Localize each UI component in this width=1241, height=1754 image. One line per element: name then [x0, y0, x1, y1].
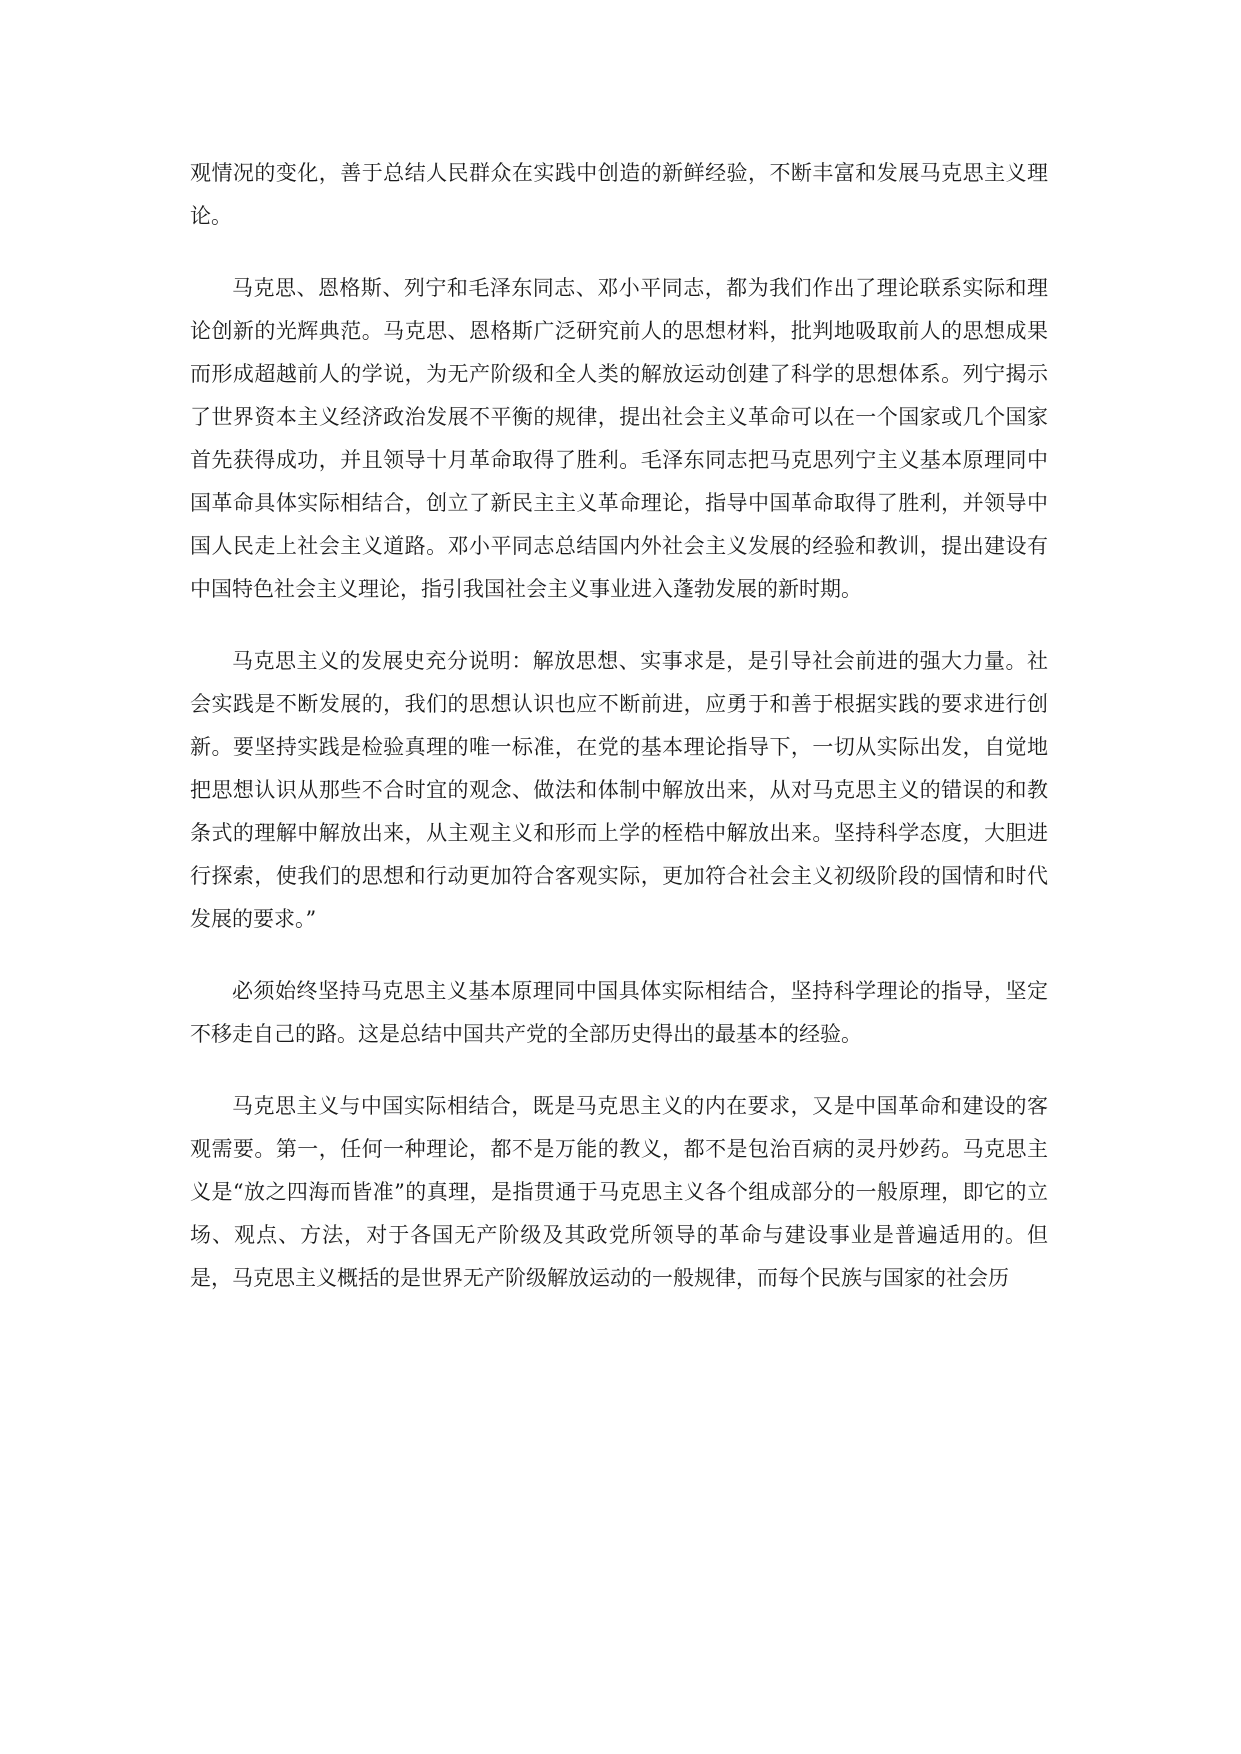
- paragraph: 马克思、恩格斯、列宁和毛泽东同志、邓小平同志，都为我们作出了理论联系实际和理论创新的光辉典范。马克思、恩格斯广泛研究前人的思想材料，批判地吸取前人的思想成果而形成超越前人的学说，为无产阶级和全人类的解放运动创建了科学的思想体系。列宁揭示了世界资本主义经济政治发展不平衡的规律，提出社会主义革命可以在一个国家或几个国家首先获得成功，并且领导十月革命取得了胜利。毛泽东同志把马克思列宁主义基本原理同中国革命具体实际相结合，创立了新民主主义革命理论，指导中国革命取得了胜利，并领导中国人民走上社会主义道路。邓小平同志总结国内外社会主义发展的经验和教训，提出建设有中国特色社会主义理论，指引我国社会主义事业进入蓬勃发展的新时期。: [190, 276, 1048, 601]
- paragraph: 马克思主义的发展史充分说明：解放思想、实事求是，是引导社会前进的强大力量。社会实践是不断发展的，我们的思想认识也应不断前进，应勇于和善于根据实践的要求进行创新。要坚持实践是检验真理的唯一标准，在党的基本理论指导下，一切从实际出发，自觉地把思想认识从那些不合时宜的观念、做法和体制中解放出来，从对马克思主义的错误的和教条式的理解中解放出来，从主观主义和形而上学的桎梏中解放出来。坚持科学态度，大胆进行探索，使我们的思想和行动更加符合客观实际，更加符合社会主义初级阶段的国情和时代发展的要求。”: [190, 649, 1048, 931]
- paragraph: 必须始终坚持马克思主义基本原理同中国具体实际相结合，坚持科学理论的指导，坚定不移走自己的路。这是总结中国共产党的全部历史得出的最基本的经验。: [190, 979, 1048, 1046]
- document-body: [190, 152, 1048, 1329]
- paragraph: 马克思主义与中国实际相结合，既是马克思主义的内在要求，又是中国革命和建设的客观需要。第一，任何一种理论，都不是万能的教义，都不是包治百病的灵丹妙药。马克思主义是“放之四海而皆准”的真理，是指贯通于马克思主义各个组成部分的一般原理，即它的立场、观点、方法，对于各国无产阶级及其政党所领导的革命与建设事业是普遍适用的。但是，马克思主义概括的是世界无产阶级解放运动的一般规律，而每个民族与国家的社会历: [190, 1094, 1048, 1290]
- paragraph-continuation: 观情况的变化，善于总结人民群众在实践中创造的新鲜经验，不断丰富和发展马克思主义理论。: [190, 161, 1048, 228]
